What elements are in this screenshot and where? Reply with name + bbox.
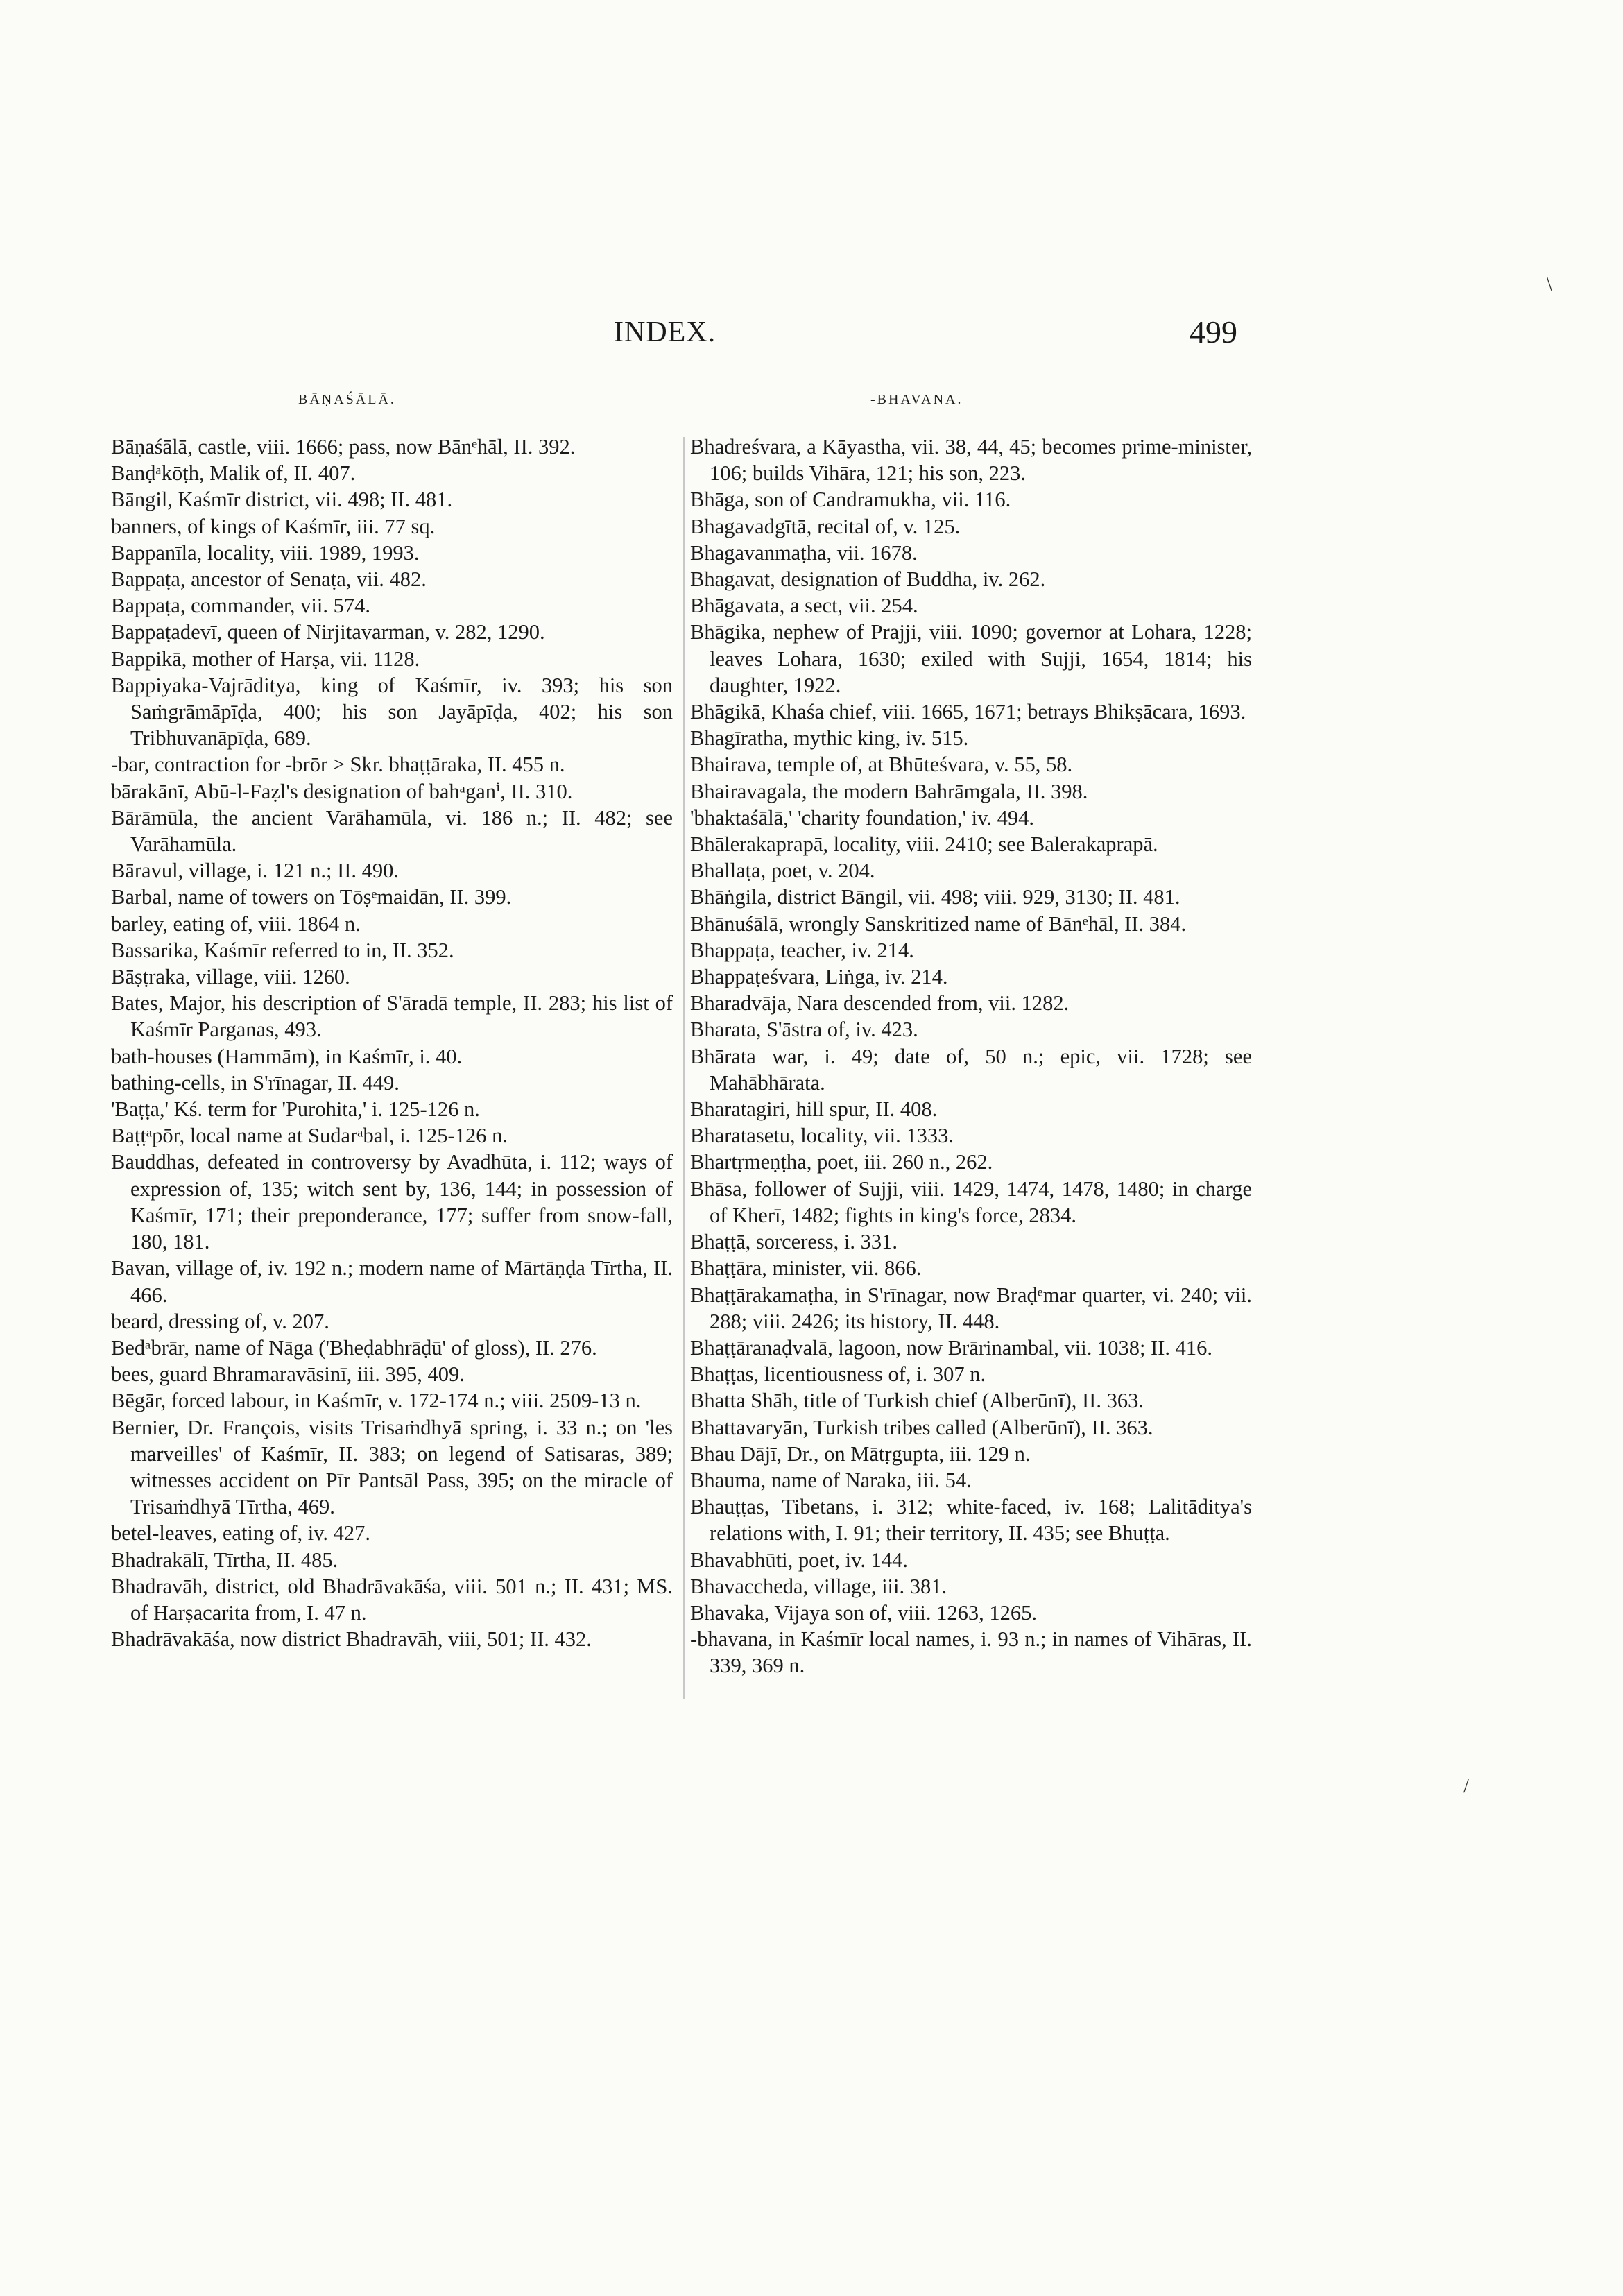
index-entry: Bhau Dājī, Dr., on Mātṛgupta, iii. 129 n.: [690, 1441, 1031, 1466]
index-entry: bathing-cells, in S'rīnagar, II. 449.: [111, 1070, 400, 1095]
page-number: 499: [1190, 314, 1237, 350]
index-entry: Bavan, village of, iv. 192 n.; modern name of Mārtāṇḍa Tīrtha, II. 466.: [111, 1256, 673, 1307]
index-entry: Bhaṭṭāra, minister, vii. 866.: [690, 1256, 922, 1280]
index-entry: Bharatagiri, hill spur, II. 408.: [690, 1097, 938, 1122]
index-entry: 'Baṭṭa,' Kś. term for 'Purohita,' i. 125-126 n.: [111, 1097, 480, 1122]
index-entry: Bārāmūla, the ancient Varāhamūla, vi. 186 n.; II. 482; see Varāhamūla.: [111, 805, 673, 857]
right-column-heading: -BHAVANA.: [870, 392, 963, 407]
index-entry: Bhāsa, follower of Sujji, viii. 1429, 1474, 1478, 1480; in charge of Kherī, 1482; fights in king's force, 2834.: [690, 1176, 1252, 1227]
running-header-title: INDEX.: [614, 316, 716, 348]
index-entry: bath-houses (Hammām), in Kaśmīr, i. 40.: [111, 1044, 463, 1068]
left-column-heading: BĀṆAŚĀLĀ.: [298, 392, 396, 407]
index-entry: Bhāgikā, Khaśa chief, viii. 1665, 1671; betrays Bhikṣācara, 1693.: [690, 700, 1246, 724]
index-entry: Bēgār, forced labour, in Kaśmīr, v. 172-174 n.; viii. 2509-13 n.: [111, 1389, 642, 1413]
index-entry: -bar, contraction for -brōr > Skr. bhaṭṭāraka, II. 455 n.: [111, 753, 565, 777]
index-entry: Bharatasetu, locality, vii. 1333.: [690, 1124, 954, 1148]
index-entry: banners, of kings of Kaśmīr, iii. 77 sq.: [111, 514, 436, 538]
margin-tick: /: [1463, 1776, 1469, 1797]
margin-tick: \: [1547, 274, 1552, 295]
index-entry: Bhaṭṭas, licentiousness of, i. 307 n.: [690, 1362, 986, 1387]
index-entry: Bhāgavata, a sect, vii. 254.: [690, 594, 918, 618]
index-entry: Banḍᵃkōṭh, Malik of, II. 407.: [111, 461, 356, 486]
index-entry: Bharadvāja, Nara descended from, vii. 1282.: [690, 991, 1070, 1016]
column-divider: [683, 437, 685, 1699]
index-entry: Barbal, name of towers on Tōṣᵉmaidān, II. 399.: [111, 885, 512, 909]
index-entry: Bhavabhūti, poet, iv. 144.: [690, 1548, 908, 1572]
index-entry: Bhadrāvakāśa, now district Bhadravāh, viii, 501; II. 432.: [111, 1627, 592, 1652]
index-entry: Bhagīratha, mythic king, iv. 515.: [690, 726, 969, 751]
index-entry: Bāṇaśālā, castle, viii. 1666; pass, now Bānᵉhāl, II. 392.: [111, 435, 576, 459]
index-entry: Bhattavaryān, Turkish tribes called (Alberūnī), II. 363.: [690, 1415, 1153, 1439]
index-entry: Bappaṭa, commander, vii. 574.: [111, 594, 370, 618]
index-entry: Bharata, S'āstra of, iv. 423.: [690, 1018, 918, 1042]
index-entry: Bappanīla, locality, viii. 1989, 1993.: [111, 540, 420, 565]
index-entry: Bāravul, village, i. 121 n.; II. 490.: [111, 859, 400, 883]
index-entry: Bappiyaka-Vajrāditya, king of Kaśmīr, iv. 393; his son Saṁgrāmāpīḍa, 400; his son Jayāpīḍa, 402; his son Tribhuvanāpīḍa, 689.: [111, 673, 673, 751]
index-entry: Bhaṭṭā, sorceress, i. 331.: [690, 1230, 898, 1254]
index-entry: bees, guard Bhramaravāsinī, iii. 395, 409.: [111, 1362, 465, 1387]
right-index-column: [690, 434, 1252, 1679]
index-entry: Bernier, Dr. François, visits Trisaṁdhyā spring, i. 33 n.; on 'les marveilles' of Kaśmīr, II. 383; on legend of Satisaras, 389; witnesses accident on Pīr Pantsāl Pass, 395; on the miracle of Trisaṁdhyā Tīrtha, 469.: [111, 1415, 673, 1519]
left-index-column: [111, 434, 673, 1652]
index-entry: Bāngil, Kaśmīr district, vii. 498; II. 481.: [111, 488, 453, 512]
index-entry: Bhappaṭa, teacher, iv. 214.: [690, 938, 914, 962]
index-entry: Baṭṭᵃpōr, local name at Sudarᵃbal, i. 125-126 n.: [111, 1124, 508, 1148]
index-entry: Bauddhas, defeated in controversy by Avadhūta, i. 112; ways of expression of, 135; witch sent by, 136, 144; in possession of Kaśmīr, 171; their preponderance, 177; suffer from snow-fall, 180, 181.: [111, 1150, 673, 1254]
index-entry: Bhairava, temple of, at Bhūteśvara, v. 55, 58.: [690, 753, 1073, 777]
index-entry: Bappikā, mother of Harṣa, vii. 1128.: [111, 646, 420, 671]
index-entry: Bhaṭṭāranaḍvalā, lagoon, now Brārinambal, vii. 1038; II. 416.: [690, 1335, 1212, 1360]
index-entry: Bappaṭadevī, queen of Nirjitavarman, v. 282, 1290.: [111, 620, 545, 644]
index-entry: -bhavana, in Kaśmīr local names, i. 93 n.; in names of Vihāras, II. 339, 369 n.: [690, 1627, 1252, 1678]
index-entry: Bhagavanmaṭha, vii. 1678.: [690, 540, 918, 565]
index-entry: Bhappaṭeśvara, Liṅga, iv. 214.: [690, 965, 948, 989]
index-entry: Bhadravāh, district, old Bhadrāvakāśa, viii. 501 n.; II. 431; MS. of Harṣacarita from, I. 47 n.: [111, 1574, 673, 1625]
index-entry: Bates, Major, his description of S'āradā temple, II. 283; his list of Kaśmīr Parganas, 493.: [111, 991, 673, 1042]
index-entry: Bhavaccheda, village, iii. 381.: [690, 1574, 947, 1598]
index-entry: Bhālerakaprapā, locality, viii. 2410; see Balerakaprapā.: [690, 832, 1158, 857]
index-entry: barley, eating of, viii. 1864 n.: [111, 911, 361, 936]
index-entry: Bhāgika, nephew of Prajji, viii. 1090; governor at Lohara, 1228; leaves Lohara, 1630; exiled with Sujji, 1654, 1814; his daughter, 1922.: [690, 620, 1252, 697]
index-entry: Bhāṅgila, district Bāngil, vii. 498; viii. 929, 3130; II. 481.: [690, 885, 1180, 909]
index-entry: Bhagavadgītā, recital of, v. 125.: [690, 514, 961, 538]
index-entry: Bhavaka, Vijaya son of, viii. 1263, 1265.: [690, 1600, 1037, 1625]
index-entry: Bhāga, son of Candramukha, vii. 116.: [690, 488, 1011, 512]
index-entry: Bedᵃbrār, name of Nāga ('Bheḍabhrāḍū' of gloss), II. 276.: [111, 1335, 597, 1360]
index-entry: Bāṣṭraka, village, viii. 1260.: [111, 965, 350, 989]
index-entry: Bhauma, name of Naraka, iii. 54.: [690, 1468, 972, 1492]
index-entry: Bassarika, Kaśmīr referred to in, II. 352.: [111, 938, 454, 962]
index-entry: Bhagavat, designation of Buddha, iv. 262.: [690, 567, 1046, 592]
index-entry: beard, dressing of, v. 207.: [111, 1309, 329, 1333]
index-entry: Bhallaṭa, poet, v. 204.: [690, 859, 875, 883]
index-entry: betel-leaves, eating of, iv. 427.: [111, 1521, 371, 1545]
index-entry: Bhatta Shāh, title of Turkish chief (Alberūnī), II. 363.: [690, 1389, 1144, 1413]
index-entry: Bhānuśālā, wrongly Sanskritized name of Bānᵉhāl, II. 384.: [690, 911, 1187, 936]
index-entry: Bhadrakālī, Tīrtha, II. 485.: [111, 1548, 338, 1572]
index-entry: Bhadreśvara, a Kāyastha, vii. 38, 44, 45; becomes prime-minister, 106; builds Vihāra, 121; his son, 223.: [690, 435, 1252, 486]
index-entry: bārakānī, Abū-l-Faẓl's designation of bahᵃganⁱ, II. 310.: [111, 779, 573, 803]
index-entry: Bhairavagala, the modern Bahrāmgala, II. 398.: [690, 779, 1088, 803]
index-entry: 'bhaktaśālā,' 'charity foundation,' iv. 494.: [690, 805, 1035, 830]
index-entry: Bhaṭṭārakamaṭha, in S'rīnagar, now Braḍᵉmar quarter, vi. 240; vii. 288; viii. 2426; its history, II. 448.: [690, 1283, 1252, 1333]
index-entry: Bappaṭa, ancestor of Senaṭa, vii. 482.: [111, 567, 427, 592]
index-entry: Bhartṛmeṇṭha, poet, iii. 260 n., 262.: [690, 1150, 993, 1174]
index-entry: Bhārata war, i. 49; date of, 50 n.; epic, vii. 1728; see Mahābhārata.: [690, 1044, 1252, 1095]
index-entry: Bhauṭṭas, Tibetans, i. 312; white-faced, iv. 168; Lalitāditya's relations with, I. 91; their territory, II. 435; see Bhuṭṭa.: [690, 1495, 1252, 1545]
